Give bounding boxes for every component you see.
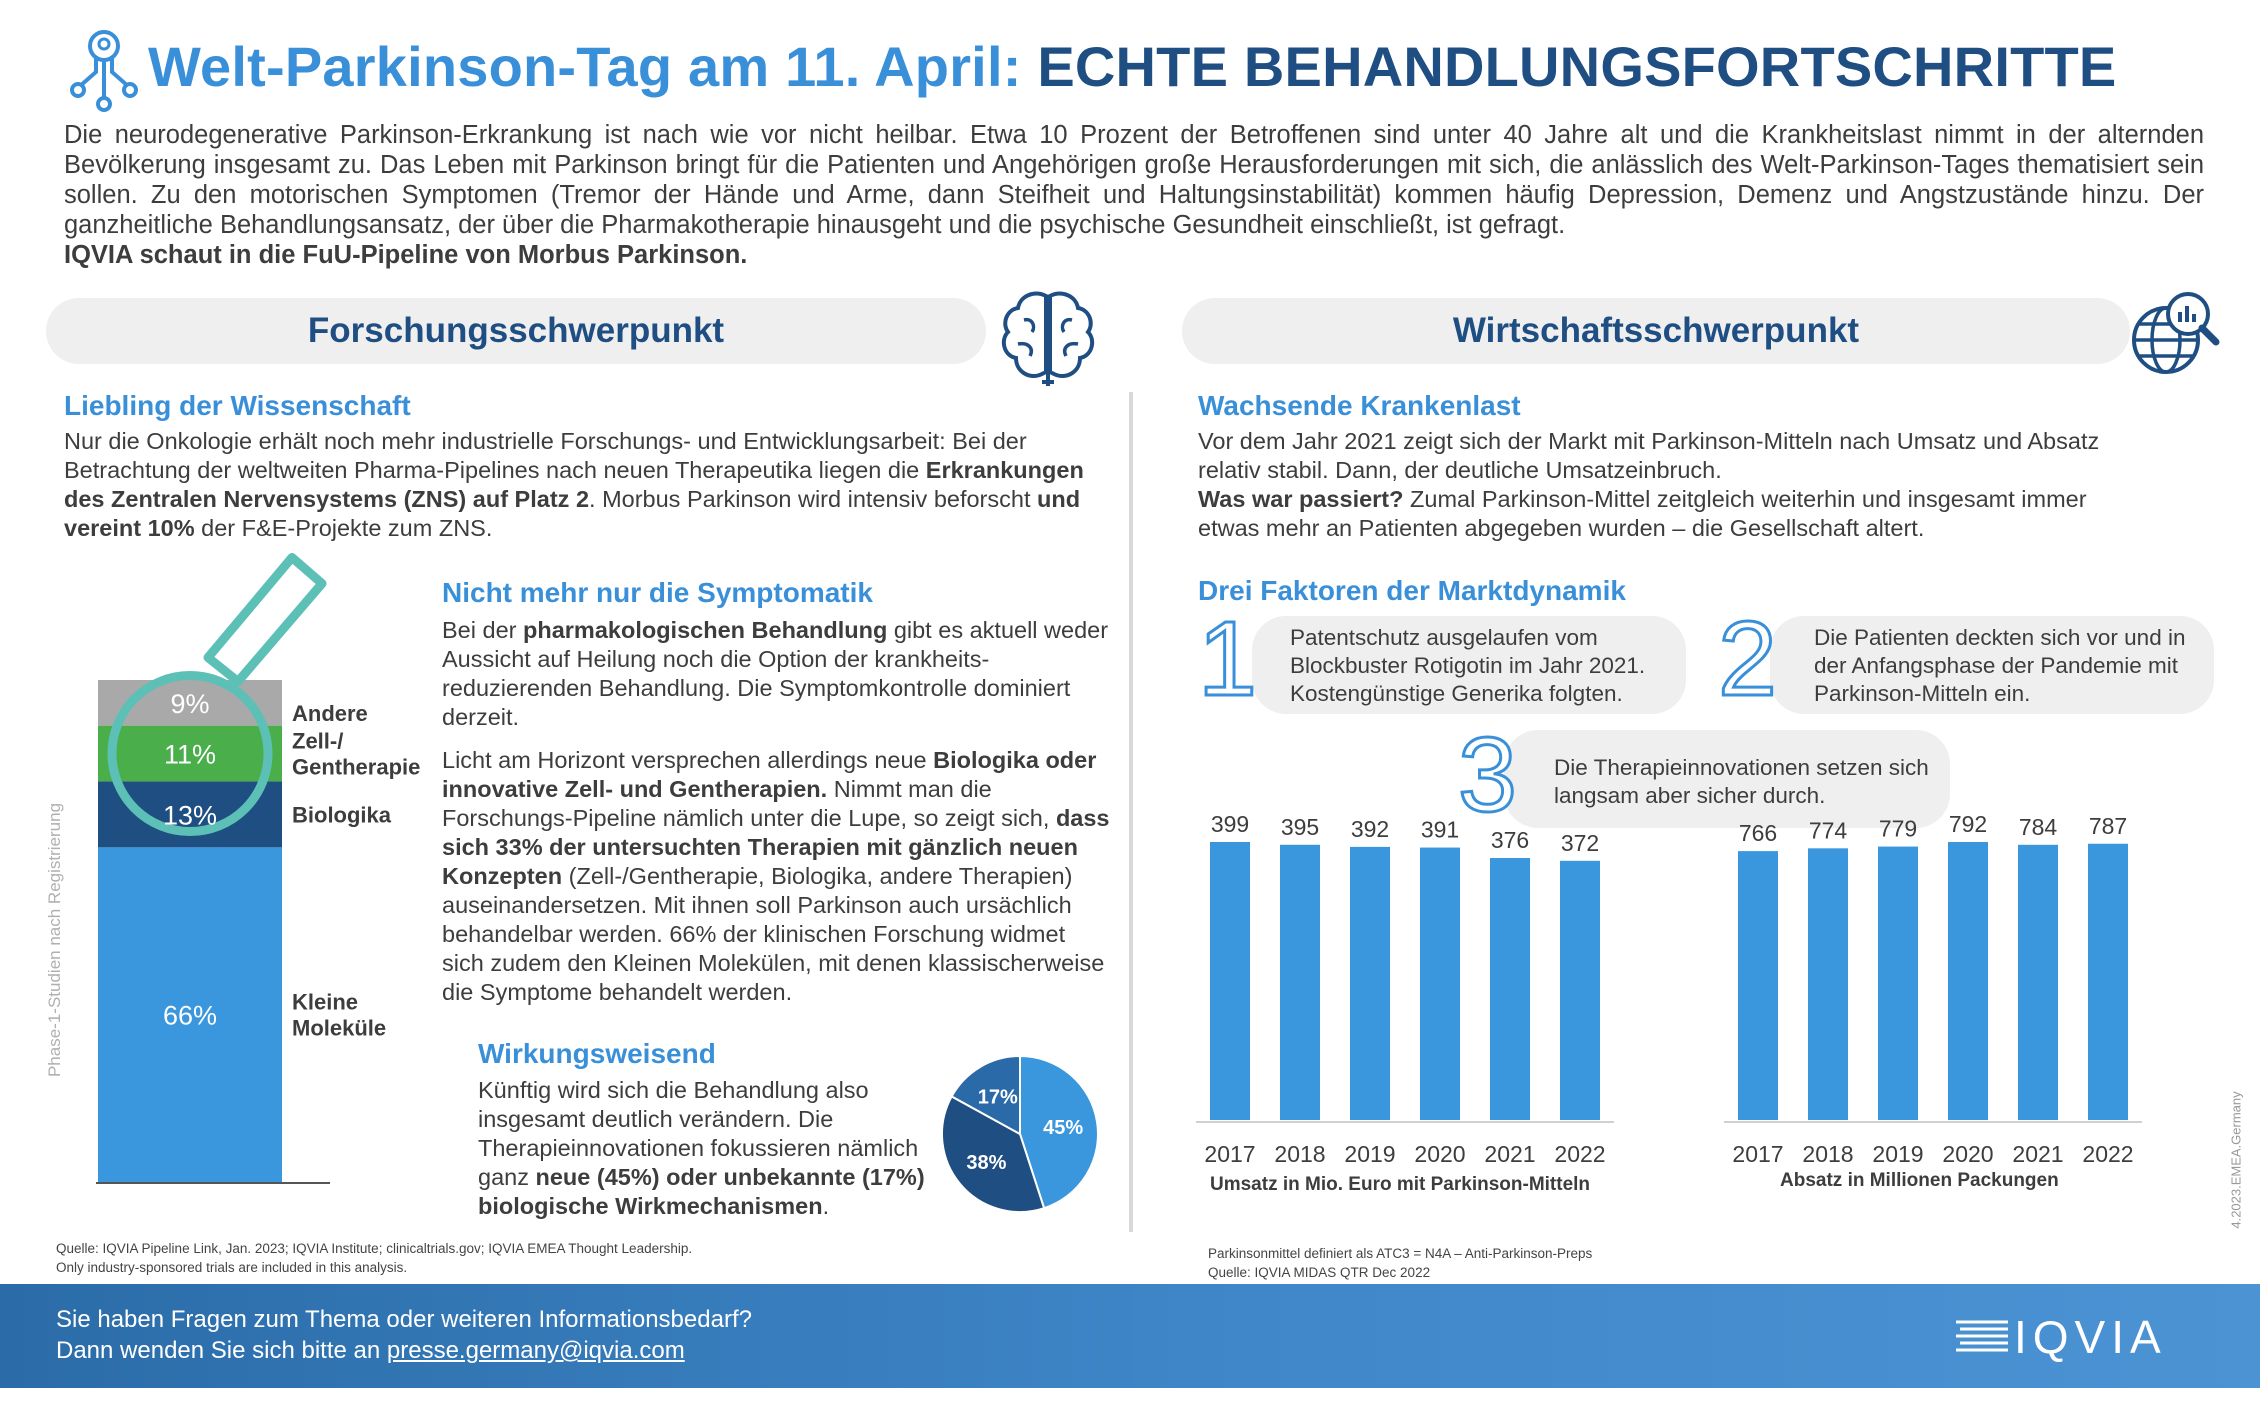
bar-value-label: 392 [1350,815,1390,842]
text-span: der F&E-Projekte zum ZNS. [194,515,493,541]
bold-span: neue (45%) oder unbekannte (17%) biologische Wirkmechanismen [478,1164,925,1219]
x-tick-label: 2017 [1732,1141,1784,1167]
heading-symptom: Nicht mehr nur die Symptomatik [442,577,873,608]
document-code [2224,1060,2248,1260]
bar-value-label: 376 [1490,827,1530,854]
bar-value-label: 372 [1560,829,1600,856]
bar-value-label: 399 [1210,811,1250,837]
bar-value-label: 774 [1808,817,1848,844]
text-span: . Morbus Parkinson wird intensiv beforscht [589,486,1038,512]
source-right [1208,1244,2008,1282]
paragraph-symptom-1 [442,616,1112,732]
x-tick-label: 2021 [2012,1141,2064,1167]
factor-2-text: Die Patienten deckten sich vor und in der Anfangsphase der Pandemie mit Parkinson-Mitteln ein. [1814,625,2186,706]
bar [1738,851,1778,1120]
paragraph-symptom-2 [442,746,1112,1007]
bold-span: pharmakologischen Behandlung [523,617,888,643]
section-title-wirtschaft: Wirtschaftsschwerpunkt [1182,298,2130,364]
footer-question: Sie haben Fragen zum Thema oder weiteren Informationsbedarf? [56,1306,752,1333]
document-code-text: 4.2023.EMEA.Germany [2228,1091,2244,1229]
bar [1948,842,1988,1120]
bar [1560,861,1600,1120]
source-line: Only industry-sponsored trials are included in this analysis. [56,1260,408,1275]
bar [1280,845,1320,1120]
intro-body: Die neurodegenerative Parkinson-Erkrankung ist nach wie vor nicht heilbar. Etwa 10 Prozent der Betroffenen sind unter 40 Jahre alt und die Krankheitslast nimmt in der alternden Bevölkerung insgesamt zu. Das Leben mit Parkinson bringt für die Patienten und Angehörigen große Herausforderungen mit sich, die anlässlich des Welt-Parkinson-Tages thematisiert sein sollen. Zu den motorischen Symptomen (Tremor der Hände und Arme, dann Steifheit und Haltungsinstabilität) kommen häufig Depression, Demenz und Angstzustände hinzu. Der ganzheitliche Behandlungsansatz, der über die Pharmakotherapie hinausgeht und die psychische Gesundheit einschließt, ist gefragt. [64,121,2204,239]
bar [1878,847,1918,1120]
title-part2: ECHTE BEHANDLUNGSFORTSCHRITTE [1037,35,2117,98]
stack-category-label: Andere [292,700,368,726]
x-tick-label: 2019 [1344,1141,1396,1167]
source-line: Parkinsonmittel definiert als ATC3 = N4A – Anti-Parkinson-Preps [1208,1246,1593,1261]
bar [2088,844,2128,1120]
bold-span: und vereint 10% [64,486,1081,541]
bar-value-label: 779 [1878,815,1918,842]
text-span: (Zell-/Gentherapie, Biologika, andere Therapien) auseinandersetzen. Mit ihnen soll Parkinson auch ursächlich behandelbar werden. 66% der klinischen Forschung widmet sich zudem den Kleinen Molekülen, mit denen klassischerweise die Symptome behandelt werden. [442,863,1105,1005]
bar [1808,848,1848,1120]
text-span: Bei der [442,617,523,643]
source-line: Quelle: IQVIA Pipeline Link, Jan. 2023; IQVIA Institute; clinicaltrials.gov; IQVIA EMEA Thought Leadership. [56,1241,693,1256]
stack-axis-label [40,680,70,1200]
x-tick-label: 2019 [1872,1141,1924,1167]
factor-1-text: Patentschutz ausgelaufen vom Blockbuster Rotigotin im Jahr 2021. Kostengünstige Generika folgten. [1290,625,1646,706]
bold-span: Erkrankungen des Zentralen Nervensystems (ZNS) auf Platz 2 [64,457,1084,512]
factor-3-text: Die Therapieinnovationen setzen sich langsam aber sicher durch. [1554,755,1929,808]
footer-contact [56,1337,685,1365]
x-tick-label: 2020 [1942,1141,1994,1167]
pie-value-label: 38% [966,1151,1007,1174]
stack-value-label: 13% [162,800,218,831]
pie-value-label: 45% [1043,1117,1084,1140]
intro-bold: IQVIA schaut in die FuU-Pipeline von Morbus Parkinson. [64,241,748,269]
bold-span: Was war passiert? [1198,486,1404,512]
umsatz-bar-chart [1196,811,1634,1200]
bar-value-label: 792 [1948,811,1988,837]
bold-span: dass sich 33% der untersuchten Therapien mit gänzlich neuen Konzepten [442,805,1110,889]
footer-bar [0,1284,2260,1388]
magnifier-handle [208,558,322,682]
stack-category-label: Kleine [292,989,359,1015]
x-tick-label: 2018 [1274,1141,1326,1167]
logo-text: IQVIA [2014,1311,2167,1363]
absatz-chart-title: Absatz in Millionen Packungen [1780,1170,2059,1191]
factor-2-number: 2 [1718,600,1777,718]
bar [2018,845,2058,1120]
text-span: Zumal Parkinson-Mittel zeitgleich weiterhin und insgesamt immer etwas mehr an Patienten abgegeben wurden – die Gesellschaft altert. [1198,486,2087,541]
bar-value-label: 766 [1738,820,1778,847]
x-tick-label: 2020 [1414,1141,1466,1167]
stack-category-label: Biologika [292,802,392,828]
page-title [148,34,2116,99]
x-tick-label: 2022 [2082,1141,2134,1167]
text-span: Nimmt man die Forschungs-Pipeline nämlich unter die Lupe, so zeigt sich, [442,776,1056,831]
factor-1-number: 1 [1198,600,1257,718]
text-span: . [822,1193,830,1219]
bar [1350,847,1390,1120]
stack-value-label: 66% [162,1000,218,1031]
stacked-bar-chart [96,570,456,1190]
stack-value-label: 11% [163,739,217,770]
pie-value-label: 17% [977,1086,1018,1109]
factor-3-number: 3 [1458,716,1517,834]
globe-search-icon [2124,284,2224,384]
paragraph-liebling [64,427,1084,543]
axis-label-text: Phase-1-Studien nach Registrierung [45,802,64,1078]
bar-value-label: 395 [1280,813,1320,840]
bar [1420,848,1460,1120]
source-left [56,1239,1056,1277]
x-tick-label: 2017 [1204,1141,1256,1167]
x-tick-label: 2021 [1484,1141,1536,1167]
text-span: gibt es aktuell weder Aussicht auf Heilung noch die Option der krankheits-reduzierenden Behandlung. Die Symptomkontrolle dominiert derzeit. [442,617,1109,730]
stack-category-label: Gentherapie [292,754,421,780]
network-person-icon [66,28,142,112]
brain-icon [998,286,1098,390]
umsatz-chart-title: Umsatz in Mio. Euro mit Parkinson-Mitteln [1210,1174,1591,1195]
footer-email-link[interactable]: presse.germany@iqvia.com [386,1337,685,1364]
heading-wirkung: Wirkungsweisend [478,1038,716,1069]
paragraph-wirkung [478,1076,948,1221]
heading-drei-faktoren: Drei Faktoren der Marktdynamik [1198,575,1626,606]
stack-category-label: Moleküle [292,1015,387,1041]
stack-category-label: Zell-/ [292,728,344,754]
title-part1: Welt-Parkinson-Tag am 11. April: [148,35,1022,98]
iqvia-logo [1956,1310,2196,1362]
bar [1490,858,1530,1120]
bar [1210,842,1250,1120]
heading-liebling: Liebling der Wissenschaft [64,390,411,421]
stack-value-label: 9% [170,688,210,719]
bar-value-label: 784 [2018,813,2058,840]
pie-chart [936,1050,1104,1218]
x-tick-label: 2018 [1802,1141,1854,1167]
bold-span: Biologika oder innovative Zell- und Gentherapien. [442,747,1097,802]
footer-contact-prefix: Dann wenden Sie sich bitte an [56,1337,387,1364]
source-line: Quelle: IQVIA MIDAS QTR Dec 2022 [1208,1265,1431,1280]
section-title-forschung: Forschungsschwerpunkt [46,298,986,364]
column-divider [1129,392,1133,1232]
intro-text [64,120,2204,270]
text-span: Licht am Horizont versprechen allerdings neue [442,747,934,773]
x-tick-label: 2022 [1554,1141,1606,1167]
absatz-bar-chart [1724,811,2162,1200]
text-span: Nur die Onkologie erhält noch mehr industrielle Forschungs- und Entwicklungsarbeit: Bei der Betrachtung der weltweiten Pharma-Pipelines nach neuen Therapeutika liegen die [64,428,1027,483]
bar-value-label: 787 [2088,812,2128,839]
heading-wachsend: Wachsende Krankenlast [1198,390,1521,421]
text-span: Vor dem Jahr 2021 zeigt sich der Markt mit Parkinson-Mitteln nach Umsatz und Absatz relativ stabil. Dann, der deutliche Umsatzeinbruch. [1198,428,2100,483]
bar-value-label: 391 [1420,816,1460,843]
text-span: Künftig wird sich die Behandlung also insgesamt deutlich verändern. Die Therapieinnovationen fokussieren nämlich ganz [478,1077,919,1190]
paragraph-wachsend [1198,427,2128,543]
